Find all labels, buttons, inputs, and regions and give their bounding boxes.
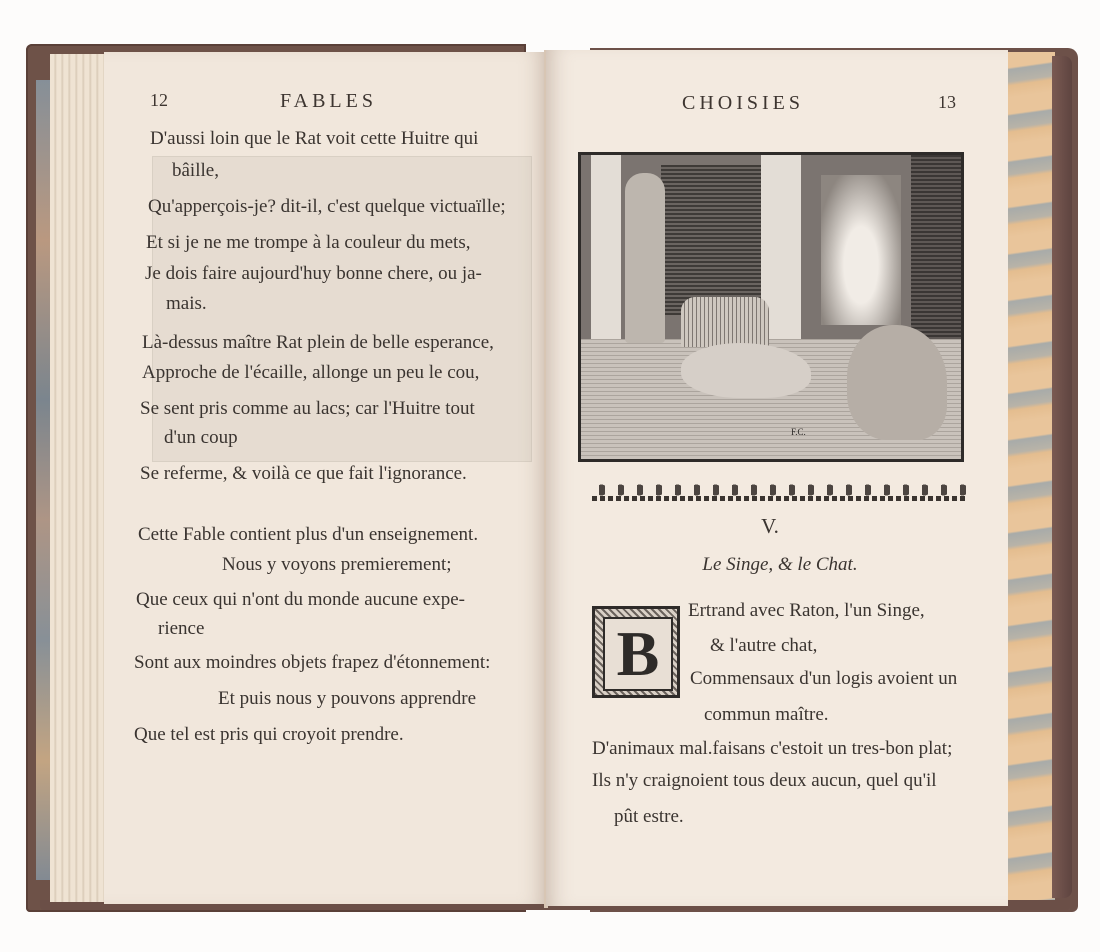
text-line: Et si je ne me trompe à la couleur du mets, (146, 232, 471, 253)
engraving-fireplace (821, 175, 901, 325)
page-number-right: 13 (938, 92, 956, 112)
engraving-chest (681, 297, 769, 347)
text-line: d'un coup (164, 427, 238, 448)
moral-line: Sont aux moindres objets frapez d'étonnement: (134, 652, 491, 673)
left-page-stack (50, 54, 110, 902)
text-line: Se sent pris comme au lacs; car l'Huitre tout (140, 398, 475, 419)
text-line: D'aussi loin que le Rat voit cette Huitre qui (150, 128, 479, 149)
engraving-illustration (578, 152, 964, 462)
engraving-monkey (847, 325, 947, 440)
text-line: Approche de l'écaille, allonge un peu le cou, (142, 362, 480, 383)
moral-line: rience (158, 618, 205, 639)
running-head-left: FABLES (280, 90, 377, 112)
text-line: Je dois faire aujourd'huy bonne chere, ou ja- (145, 263, 482, 284)
fable-title: Le Singe, & le Chat. (702, 554, 858, 575)
decorated-initial (592, 606, 680, 698)
text-line: commun maître. (704, 704, 829, 725)
fable-number: V. (761, 514, 779, 538)
moral-line: Et puis nous y pouvons apprendre (218, 688, 477, 709)
left-marbled-spine (36, 80, 50, 880)
text-line: pût estre. (614, 806, 684, 827)
text-line: Qu'apperçois-je? dit-il, c'est quelque victuaïlle; (148, 196, 506, 217)
text-line: Ertrand avec Raton, l'un Singe, (688, 600, 925, 621)
engraving-pillar (591, 155, 621, 345)
text-line: bâille, (172, 160, 219, 181)
initial-letter: B (603, 617, 673, 691)
running-head-right: CHOISIES (682, 92, 805, 114)
moral-line: Que tel est pris qui croyoit prendre. (134, 724, 404, 745)
text-line: Ils n'y craignoient tous deux aucun, quel qu'il (592, 770, 937, 791)
marbled-page-edge (1005, 52, 1055, 900)
text-line: Là-dessus maître Rat plein de belle esperance, (142, 332, 494, 353)
page-number-left: 12 (150, 90, 168, 110)
moral-line: Que ceux qui n'ont du monde aucune expe- (136, 589, 465, 610)
engraving-woman-figure (625, 173, 665, 343)
decorative-ornament-base (592, 496, 966, 501)
text-line: Commensaux d'un logis avoient un (690, 668, 958, 689)
moral-line: Nous y voyons premierement; (222, 554, 452, 575)
text-line: & l'autre chat, (710, 635, 818, 656)
text-line: Se referme, & voilà ce que fait l'ignorance. (140, 463, 467, 484)
engraving-signature: F.C. (791, 427, 806, 437)
text-line: mais. (166, 293, 207, 314)
right-binding-edge (1052, 56, 1072, 898)
moral-line: Cette Fable contient plus d'un enseignement. (138, 524, 479, 545)
text-line: D'animaux mal.faisans c'estoit un tres-bon plat; (592, 738, 953, 759)
